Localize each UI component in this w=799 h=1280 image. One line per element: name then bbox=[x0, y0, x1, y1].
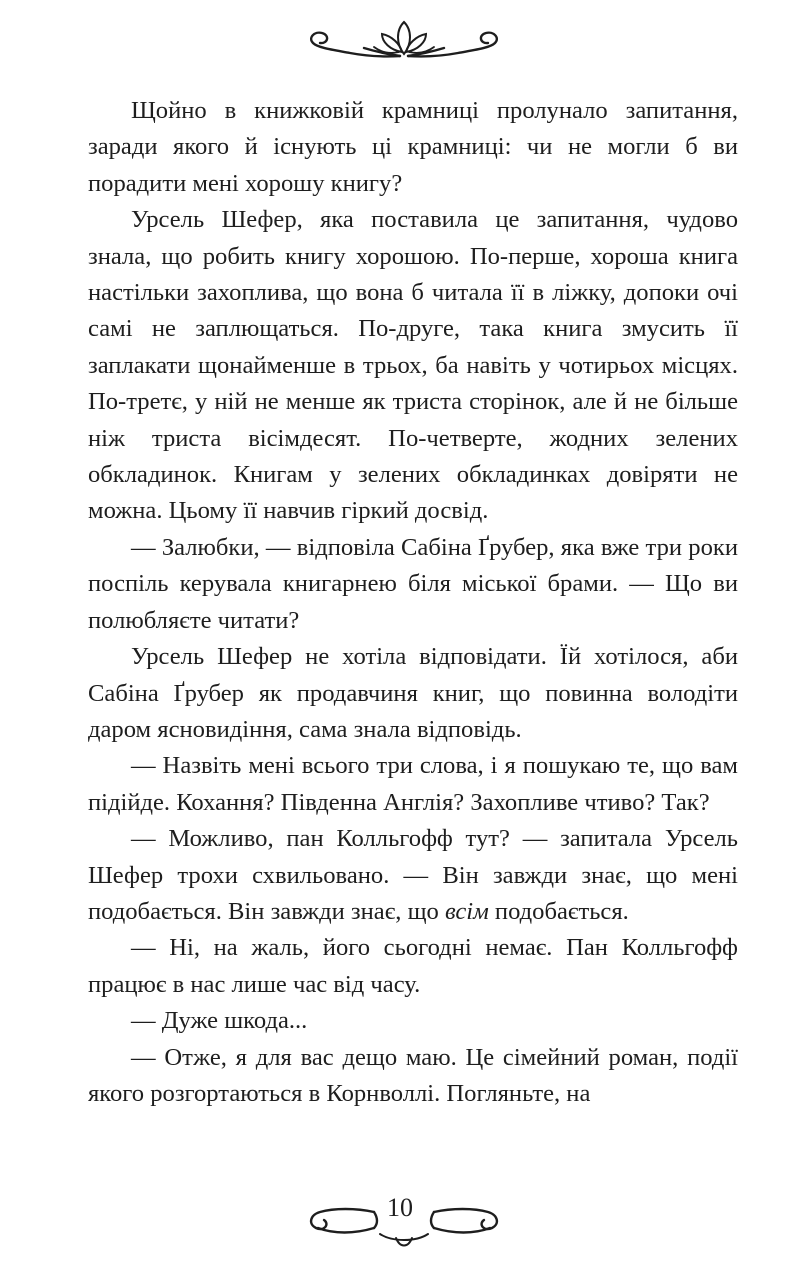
paragraph: — Залюбки, — відповіла Сабіна Ґрубер, яка вже три роки поспіль керувала книгарнею біля міської брами. — Що ви полюбляєте читати? bbox=[88, 533, 738, 634]
paragraph: — Можливо, пан Колльгофф тут? — запитала Урсель Шефер трохи схвильовано. — Він завжди знає, що мені подобається. Він завжди знає, що всім подобається. bbox=[88, 825, 738, 925]
floral-swirl-ornament-icon bbox=[304, 14, 504, 66]
paragraph: — Ні, на жаль, його сьогодні немає. Пан Колльгофф працює в нас лише час від часу. bbox=[88, 934, 738, 998]
paragraph: — Дуже шкода... bbox=[131, 1007, 308, 1035]
page-number: 10 bbox=[387, 1193, 413, 1222]
book-text bbox=[88, 93, 738, 1112]
paragraph: Урсель Шефер не хотіла відповідати. Їй хотілося, аби Сабіна Ґрубер як продавчиня книг, що повинна володіти даром ясновидіння, сама знала відповідь. bbox=[88, 643, 738, 743]
paragraph: Щойно в книжковій крамниці пролунало запитання, заради якого й існують ці крамниці: чи не могли б ви порадити мені хорошу книгу? bbox=[88, 97, 738, 197]
paragraph: — Назвіть мені всього три слова, і я пошукаю те, що вам підійде. Кохання? Південна Англія? Захопливе чтиво? Так? bbox=[88, 752, 738, 816]
paragraph: Урсель Шефер, яка поставила це запитання, чудово знала, що робить книгу хорошою. По-перше, хороша книга настільки захоплива, що вона б читала її в ліжку, допоки очі самі не заплющаться. По-друге, така книга змусить її заплакати щонайменше в трьох, ба навіть у чотирьох місцях. По-третє, у ній не менше як триста сторінок, але й не більше ніж триста вісімдесят. По-четверте, жодних зелених обкладинок. Книгам у зелених обкладинках довіряти не можна. Цьому її навчив гіркий досвід. bbox=[88, 206, 738, 525]
paragraph: — Отже, я для вас дещо маю. Це сімейний роман, події якого розгортаються в Корнволлі. Погляньте, на bbox=[88, 1043, 738, 1107]
emphasized-word: всім bbox=[444, 897, 489, 925]
